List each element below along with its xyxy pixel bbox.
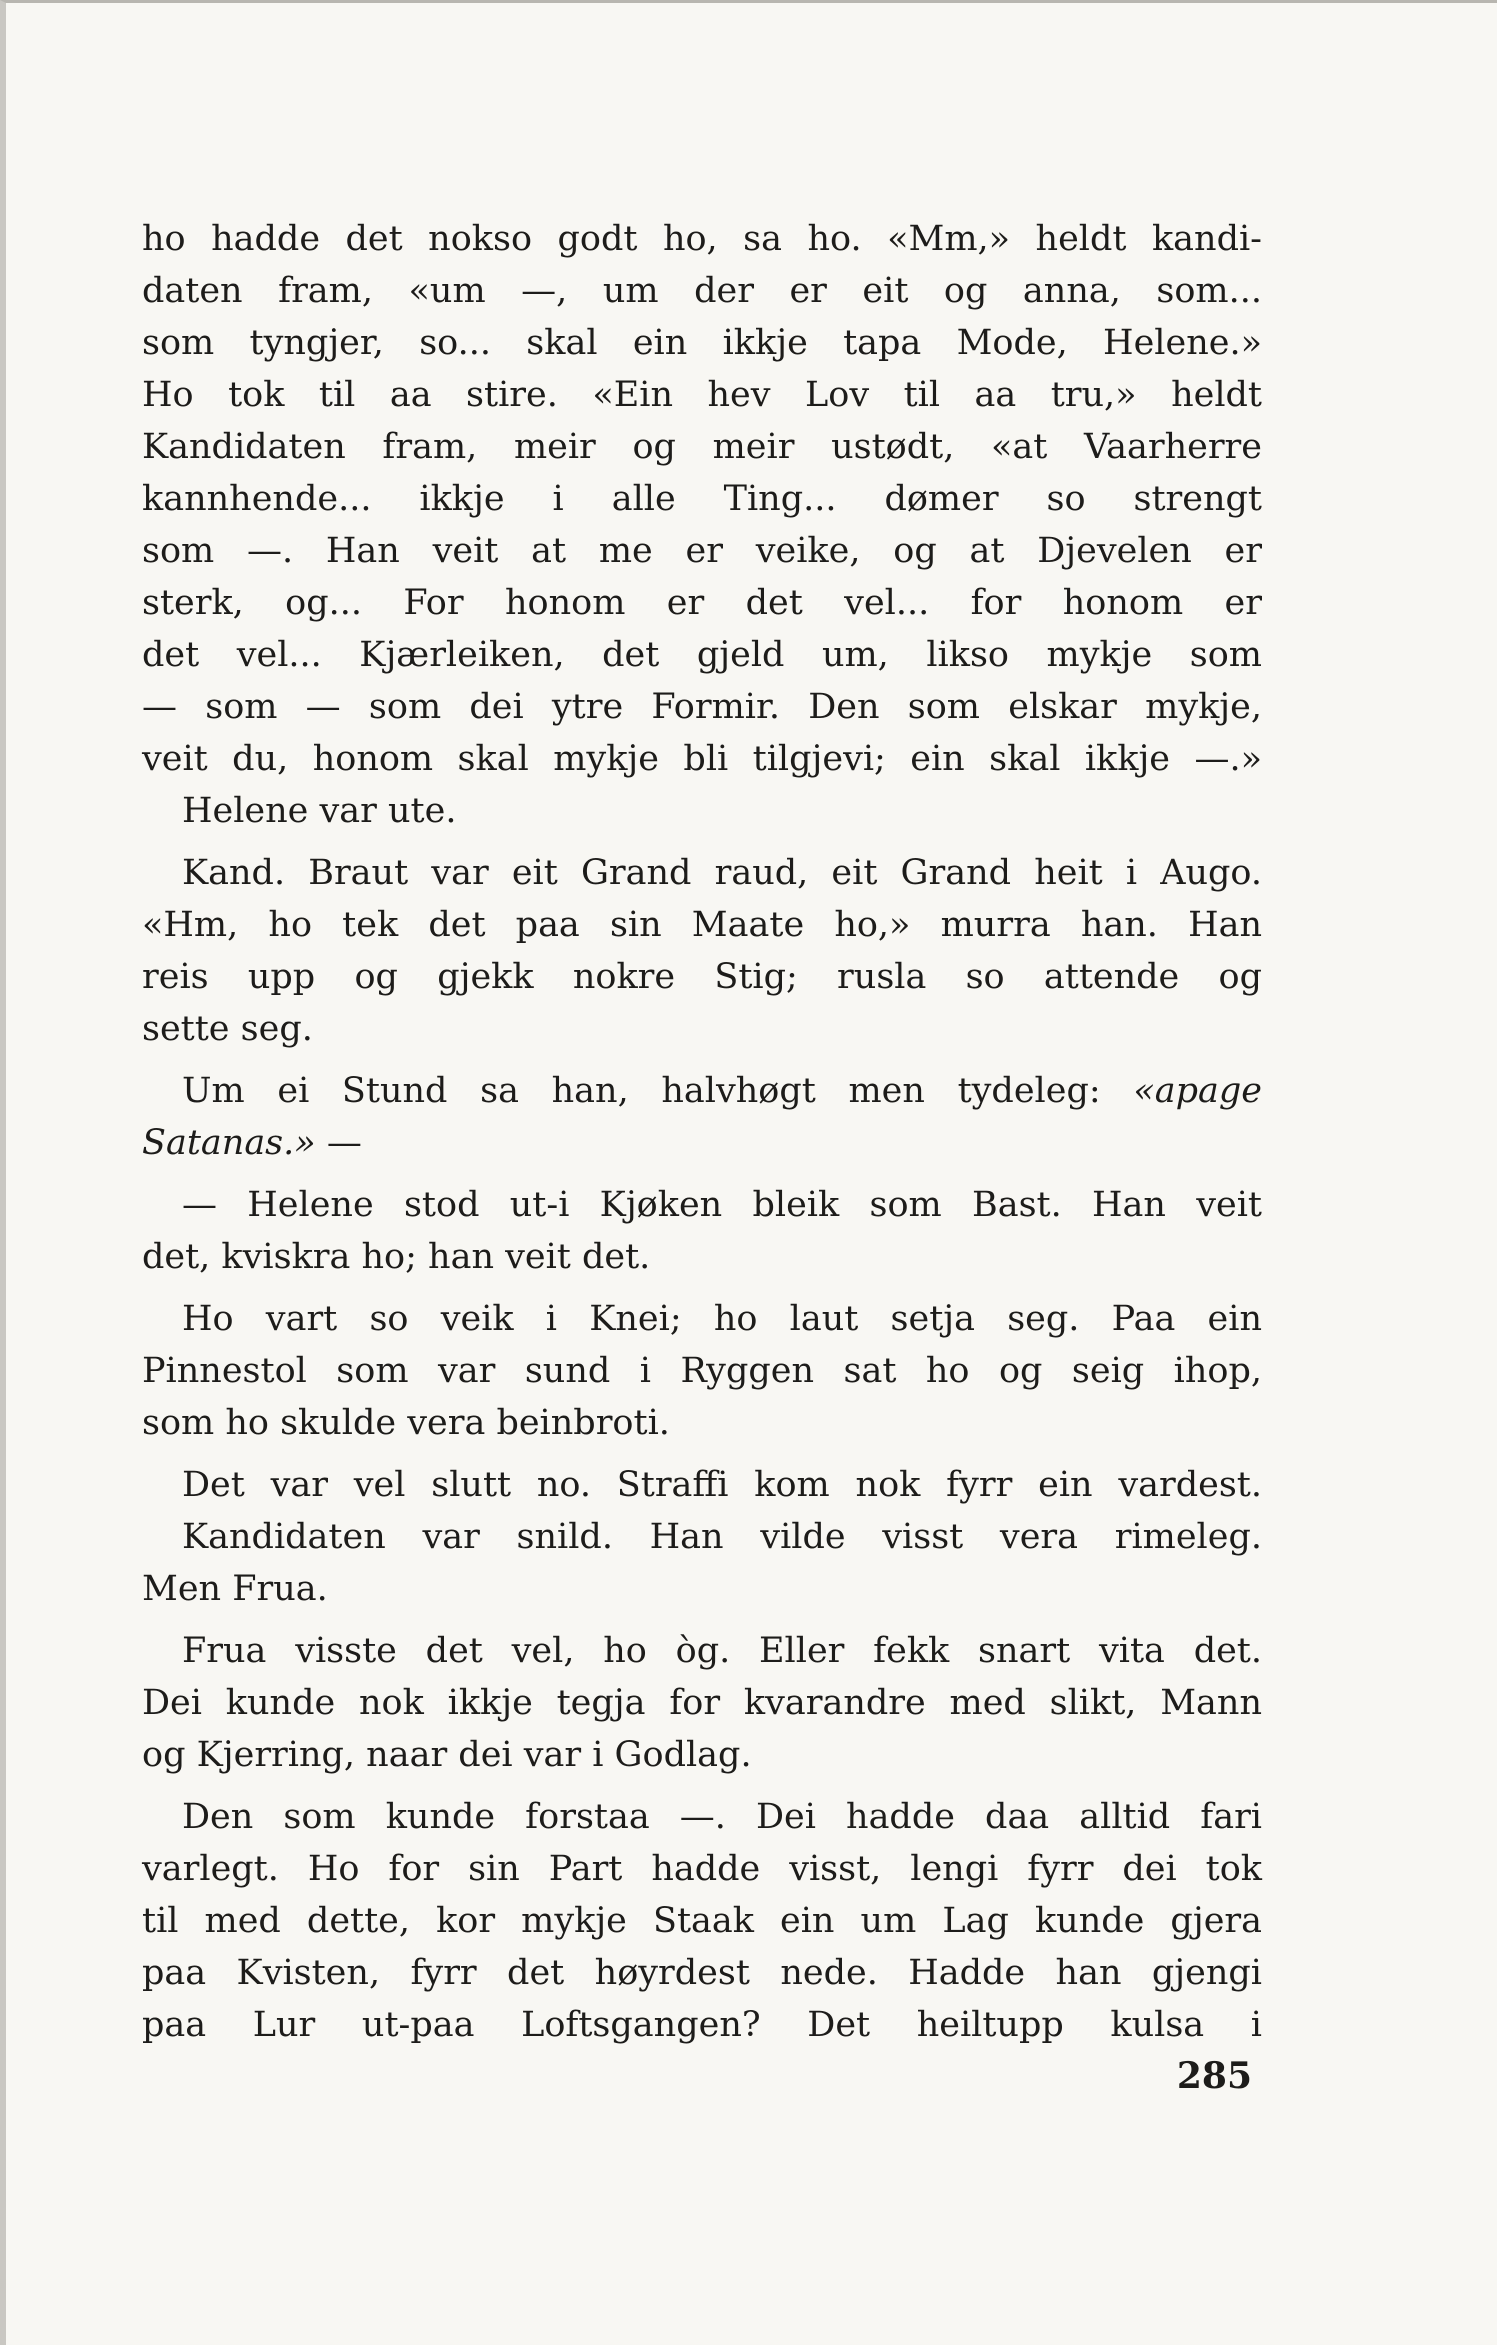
page-number: 285	[1176, 2055, 1252, 2097]
text-line: reis upp og gjekk nokre Stig; rusla so attende og	[142, 957, 1262, 997]
text-line: det vel... Kjærleiken, det gjeld um, likso mykje som	[142, 635, 1262, 675]
paragraph	[142, 1179, 1262, 1283]
text-line: Kand. Braut var eit Grand raud, eit Grand heit i Augo.	[182, 853, 1262, 893]
text-line: ho hadde det nokso godt ho, sa ho. «Mm,» heldt kandi-	[142, 219, 1262, 259]
text-line: sette seg.	[142, 1009, 313, 1049]
text-line: veit du, honom skal mykje bli tilgjevi; ein skal ikkje —.»	[142, 739, 1262, 779]
text-line: som ho skulde vera beinbroti.	[142, 1403, 670, 1443]
text-line: Det var vel slutt no. Straffi kom nok fyrr ein vardest.	[182, 1465, 1262, 1505]
paragraph	[142, 1293, 1262, 1449]
text-line	[142, 1065, 1262, 1117]
text-line: Helene var ute.	[182, 791, 457, 831]
paragraph	[142, 847, 1262, 1055]
text-line: Dei kunde nok ikkje tegja for kvarandre med slikt, Mann	[142, 1683, 1262, 1723]
paragraph	[142, 1459, 1262, 1511]
text-line: — Helene stod ut-i Kjøken bleik som Bast. Han veit	[182, 1185, 1262, 1225]
text-line: Kandidaten fram, meir og meir ustødt, «at Vaarherre	[142, 427, 1262, 467]
text-line: sterk, og... For honom er det vel... for honom er	[142, 583, 1262, 623]
text-segment: —	[315, 1123, 362, 1163]
text-line: Kandidaten var snild. Han vilde visst vera rimeleg.	[182, 1517, 1262, 1557]
body-text	[142, 213, 1262, 2051]
text-line: som —. Han veit at me er veike, og at Djevelen er	[142, 531, 1262, 571]
text-line: paa Lur ut-paa Loftsgangen? Det heiltupp kulsa i	[142, 2005, 1262, 2045]
paragraph	[142, 1791, 1262, 2051]
paragraph	[142, 1511, 1262, 1615]
text-line: det, kviskra ho; han veit det.	[142, 1237, 651, 1277]
text-segment: Um ei Stund sa han, halvhøgt men tydeleg:	[182, 1071, 1134, 1111]
text-line: «Hm, ho tek det paa sin Maate ho,» murra han. Han	[142, 905, 1262, 945]
text-line: Pinnestol som var sund i Ryggen sat ho og seig ihop,	[142, 1351, 1262, 1391]
paragraph	[142, 213, 1262, 785]
paragraph	[142, 1625, 1262, 1781]
text-line	[142, 1117, 1262, 1169]
text-line: paa Kvisten, fyrr det høyrdest nede. Hadde han gjengi	[142, 1953, 1262, 1993]
text-line: — som — som dei ytre Formir. Den som elskar mykje,	[142, 687, 1262, 727]
paragraph	[142, 1065, 1262, 1169]
text-line: Ho tok til aa stire. «Ein hev Lov til aa tru,» heldt	[142, 375, 1262, 415]
paragraph	[142, 785, 1262, 837]
text-line: varlegt. Ho for sin Part hadde visst, lengi fyrr dei tok	[142, 1849, 1262, 1889]
text-line: Frua visste det vel, ho òg. Eller fekk snart vita det.	[182, 1631, 1262, 1671]
text-line: Den som kunde forstaa —. Dei hadde daa alltid fari	[182, 1797, 1262, 1837]
text-line: Men Frua.	[142, 1569, 328, 1609]
text-line: kannhende... ikkje i alle Ting... dømer so strengt	[142, 479, 1262, 519]
italic-text: «apage	[1133, 1071, 1262, 1111]
text-line: daten fram, «um —, um der er eit og anna, som...	[142, 271, 1262, 311]
italic-text: Satanas.»	[142, 1123, 316, 1163]
text-line: til med dette, kor mykje Staak ein um Lag kunde gjera	[142, 1901, 1262, 1941]
text-line: som tyngjer, so... skal ein ikkje tapa Mode, Helene.»	[142, 323, 1262, 363]
text-line: Ho vart so veik i Knei; ho laut setja seg. Paa ein	[182, 1299, 1262, 1339]
text-line: og Kjerring, naar dei var i Godlag.	[142, 1735, 752, 1775]
